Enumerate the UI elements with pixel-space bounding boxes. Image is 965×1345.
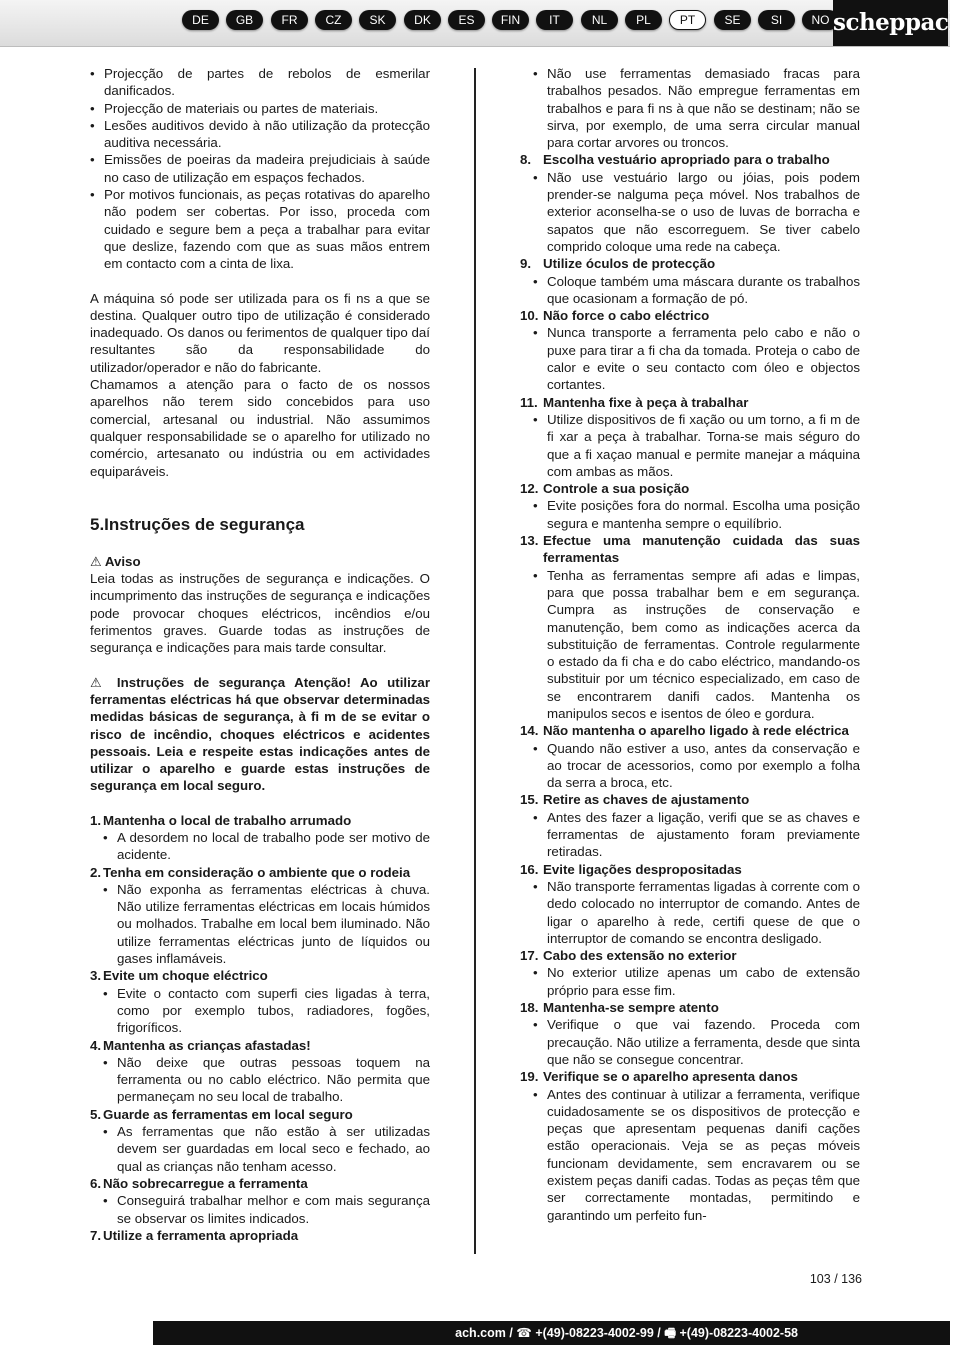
language-tab-dk[interactable]: DK [404, 10, 441, 30]
list-item: • A desordem no local de trabalho pode ser motivo de acidente. [90, 829, 430, 864]
intended-use-paragraph: A máquina só pode ser utilizada para os fi ns a que se destina. Qualquer outro tipo de utilização é considerado inadequado. Os danos ou ferimentos de qualquer tipo daí resultantes são da responsabilidade do utilizador/operador e não do fabricante. [90, 290, 430, 375]
safety-notice [90, 674, 430, 795]
item-number: 16. [520, 861, 539, 877]
list-item: • Não transporte ferramentas ligadas à corrente com o dedo colocado no interruptor de comando. Antes de ligar o aparelho à rede, certifi quese de que o interruptor de comando se encontra desligado. [520, 878, 860, 947]
item-title: Controle a sua posição [543, 481, 690, 497]
item-number: 6. [90, 1175, 102, 1191]
language-tab-pl[interactable]: PL [625, 10, 662, 30]
safety-item-heading [520, 999, 860, 1016]
item-title: Não force o cabo eléctrico [543, 308, 710, 324]
language-tab-fr[interactable]: FR [271, 10, 308, 30]
item-title: Mantenha-se sempre atento [543, 1000, 719, 1016]
safety-item-heading [520, 480, 860, 497]
list-item: • Evite posições fora do normal. Escolha uma posição segura e mantenha sempre o equilíbrio. [520, 497, 860, 532]
safety-items-right [520, 151, 860, 1223]
safety-item-heading [520, 307, 860, 324]
safety-item-heading [520, 722, 860, 739]
list-item: • Verifique o que vai fazendo. Proceda com precaução. Não utilize a ferramenta, desde que sinta que não se consegue concentrar. [520, 1016, 860, 1068]
column-divider [474, 68, 476, 1254]
list-item: • Tenha as ferramentas sempre afi adas e limpas, para que possa trabalhar bem e em segurança. Cumpra as instruções de conservação e manutenção, bem como as indicações acerca da substituição de ferramentas. Controle regularmente o estado da fi cha e do cabo eléctrico, mandando-os substituir por um técnico especializado, em caso de se encontrarem danifi cados. Mantenha os manipulos secos e isentos de óleo e gordura. [520, 567, 860, 723]
item-number: 15. [520, 792, 539, 808]
contact-line: ach.com / ☎ +(49)-08223-4002-99 / 🖷 +(49)-08223-4002-58 [455, 1326, 798, 1340]
language-tab-es[interactable]: ES [448, 10, 485, 30]
item-number: 8. [520, 152, 532, 168]
item-number: 11. [520, 394, 538, 410]
list-item: • Não exponha as ferramentas eléctricas à chuva. Não utilize ferramentas eléctricas em locais húmidos ou molhados. Trabalhe em local bem iluminado. Não utilize ferramentas eléctricas junto de líquidos ou gases inflamáveis. [90, 881, 430, 967]
list-item: • Emissões de poeiras da madeira prejudiciais à saúde no caso de utilização em espaços fechados. [90, 151, 430, 186]
item-number: 10. [520, 308, 539, 324]
language-tab-pt[interactable]: PT [669, 10, 706, 30]
item-number: 12. [520, 481, 539, 497]
list-item: • Conseguirá trabalhar melhor e com mais segurança se observar os limites indicados. [90, 1192, 430, 1227]
list-item: • Utilize dispositivos de fi xação ou um torno, a fi m de fi xar a peça à trabalhar. Torna-se mais séguro do que a fi xaçao manual e permite manejar a máquina com ambas as mãos. [520, 411, 860, 480]
language-tab-de[interactable]: DE [182, 10, 219, 30]
safety-item-heading [90, 864, 430, 881]
commercial-use-paragraph: Chamamos a atenção para o facto de os nossos aparelhos não terem sido concebidos para uso comercial, artesanal ou industrial. Não assumimos qualquer responsabilidade se o aparelho for utilizado no comércio, artesanato ou indústria ou em actividades equiparáveis. [90, 377, 430, 479]
item-title: Mantenha o local de trabalho arrumado [103, 812, 352, 828]
list-item: • No exterior utilize apenas um cabo de extensão próprio para esse fim. [520, 964, 860, 999]
safety-item-heading [520, 791, 860, 808]
item-number: 18. [520, 1000, 539, 1016]
language-tab-fin[interactable]: FIN [492, 10, 529, 30]
warning-icon: ⚠ [90, 553, 102, 569]
safety-item-heading [90, 967, 430, 984]
safety-item-heading [90, 1175, 430, 1192]
item-title: Efectue uma manutenção cuidada das suas ferramentas [543, 533, 860, 566]
list-item: • Por motivos funcionais, as peças rotativas do aparelho não podem ser cobertas. Por isso, proceda com cuidado e segure bem a peça a trabalhar para evitar que deslize, fazendo com que as suas mãos entrem em contacto com a cinta de lixa. [90, 186, 430, 272]
item-number: 19. [520, 1069, 539, 1085]
warning-icon: ⚠ [90, 674, 108, 690]
item-title: Evite ligações despropositadas [543, 861, 742, 877]
list-item: • Projecção de materiais ou partes de materiais. [90, 100, 430, 117]
item-title: Escolha vestuário apropriado para o trabalho [543, 152, 830, 168]
item-title: Guarde as ferramentas em local seguro [103, 1106, 353, 1122]
list-item: • Coloque também uma máscara durante os trabalhos que ocasionam a formação de pó. [520, 273, 860, 308]
list-item: • Não use ferramentas demasiado fracas para trabalhos pesados. Não empregue ferramentas em trabalhos e para fi ns à que não se destinam; não se sirva, por exemplo, de uma serra circular manual para cortar arvores ou troncos. [520, 65, 860, 151]
safety-notice-text: Instruções de segurança Atenção! Ao utilizar ferramentas eléctricas há que observar determinadas medidas básicas de segurança, à fi m de se evitar o risco de incêndio, choques eléctricos e acidentes pessoais. Leia e respeite estas indicações antes de utilizar o aparelho e guarde estas instruções de segurança em local seguro. [90, 674, 430, 794]
item-number: 4. [90, 1037, 102, 1053]
language-tab-sk[interactable]: SK [359, 10, 396, 30]
item-number: 17. [520, 948, 539, 964]
language-tab-no[interactable]: NO [802, 10, 839, 30]
list-item: • Antes des fazer a ligação, verifi que se as chaves e ferramentas de ajustamento foram previamente retiradas. [520, 809, 860, 861]
item-title: Verifique se o aparelho apresenta danos [543, 1069, 798, 1085]
list-item: • Antes des continuar à utilizar a ferramenta, verifique cuidadosamente se os dispositivos de protecção e peças que apresentam pequenas danifi cações estão operacionais. Veja se as peças móveis funcionam devidamente, sem encravarem ou se existem peças danifi cadas. Todas as peças têm que ser correctamente montadas, permitindo e garantindo um perfeito fun- [520, 1086, 860, 1224]
item-number: 1. [90, 812, 102, 828]
language-tab-it[interactable]: IT [536, 10, 573, 30]
item-title: Mantenha as crianças afastadas! [103, 1037, 311, 1053]
warning-label: Aviso [104, 553, 141, 569]
item-number: 5. [90, 1106, 102, 1122]
warning-text: Leia todas as instruções de segurança e indicações. O incumprimento das instruções de segurança e indicações pode provocar choques eléctricos, incêndios e/ou ferimentos graves. Guarde todas as instruções de segurança e indicações para mais tarde consultar. [90, 571, 430, 656]
safety-item-heading [90, 1106, 430, 1123]
item-number: 14. [520, 723, 539, 739]
safety-item-heading [520, 255, 860, 272]
safety-item-heading [90, 812, 430, 829]
list-item: • Não deixe que outras pessoas toquem na ferramenta ou no cablo eléctrico. Não permita que permaneçam no seu local de trabalho. [90, 1054, 430, 1106]
item-title: Mantenha fixe à peça à trabalhar [543, 394, 749, 410]
safety-item-heading [520, 151, 860, 168]
safety-item-heading [90, 1227, 430, 1244]
list-item: • As ferramentas que não estão à ser utilizadas devem ser guardadas em local seco e fechado, ao qual as crianças não tenham acesso. [90, 1123, 430, 1175]
hazard-list [90, 65, 430, 273]
list-item: • Não use vestuário largo ou jóias, pois podem prender-se nalguma peça móvel. Nos trabalhos de exterior aconselha-se o uso de luvas de borracha e sapatos que não escorreguem. Se tiver cabelo comprido coloque uma rede na cabeça. [520, 169, 860, 255]
language-tab-si[interactable]: SI [758, 10, 795, 30]
list-item: • Evite o contacto com superfi cies ligadas à terra, como por exemplo tubos, radiadores, fogões, frigoríficos. [90, 985, 430, 1037]
footer-bar [0, 1321, 950, 1345]
left-column [90, 65, 430, 1244]
item-title: Retire as chaves de ajustamento [543, 792, 750, 808]
language-tab-se[interactable]: SE [714, 10, 751, 30]
list-item: • Nunca transporte a ferramenta pelo cabo e não o puxe para tirar a fi cha da tomada. Proteja o cabo de calor e evite o seu contacto com óleo e objectos cortantes. [520, 324, 860, 393]
safety-items-left [90, 812, 430, 1244]
safety-item-heading [520, 532, 860, 567]
list-item: • Quando não estiver a uso, antes da conservação e ao trocar de acessorios, como por exemplo a folha da serra a broca, etc. [520, 740, 860, 792]
section-title: 5.Instruções de segurança [90, 514, 305, 534]
item-title: Evite um choque eléctrico [103, 968, 268, 984]
list-item: • Projecção de partes de rebolos de esmerilar danificados. [90, 65, 430, 100]
brand-logo: scheppach [833, 0, 948, 46]
safety-item-heading [520, 947, 860, 964]
language-tab-gb[interactable]: GB [226, 10, 263, 30]
item-title: Utilize a ferramenta apropriada [103, 1227, 299, 1243]
list-item: • Lesões auditivos devido à não utilização da protecção auditiva necessária. [90, 117, 430, 152]
safety-item-heading [520, 1068, 860, 1085]
item-title: Utilize óculos de protecção [543, 256, 716, 272]
language-tab-nl[interactable]: NL [581, 10, 618, 30]
item-number: 9. [520, 256, 532, 272]
warning-heading [90, 553, 430, 570]
safety-item-heading [520, 394, 860, 411]
item-number: 2. [90, 864, 102, 880]
item-number: 7. [90, 1227, 102, 1243]
right-column [520, 65, 860, 1224]
page-number: 103 / 136 [809, 1272, 862, 1286]
item-number: 3. [90, 968, 102, 984]
safety-item-heading [520, 861, 860, 878]
item-title: Não sobrecarregue a ferramenta [103, 1175, 308, 1191]
item-title: Não mantenha o aparelho ligado à rede eléctrica [543, 723, 849, 739]
safety-item-heading [90, 1037, 430, 1054]
item-title: Tenha em consideração o ambiente que o rodeia [103, 864, 411, 880]
item-number: 13. [520, 533, 539, 549]
language-tab-cz[interactable]: CZ [315, 10, 352, 30]
header-bar [0, 0, 965, 47]
item-title: Cabo des extensão no exterior [543, 948, 737, 964]
